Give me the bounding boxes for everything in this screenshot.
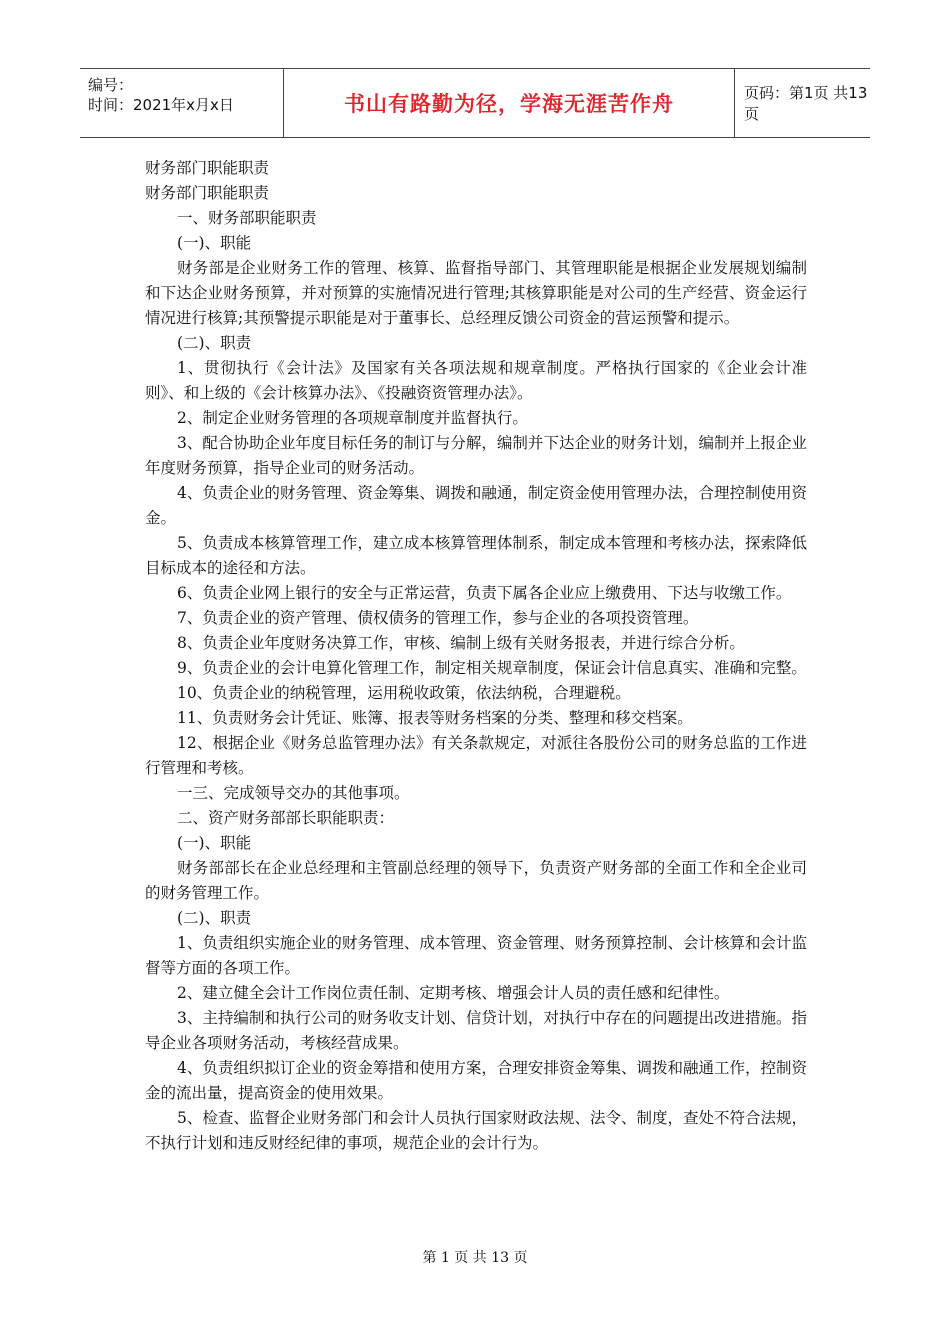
paragraph: 1、负责组织实施企业的财务管理、成本管理、资金管理、财务预算控制、会计核算和会计监督等方面的各项工作。: [145, 934, 807, 977]
page-footer: 第 1 页 共 13 页: [422, 1250, 528, 1266]
paragraph: (一)、职能: [177, 234, 252, 252]
paragraph: 二、资产财务部部长职能职责：: [177, 809, 395, 827]
paragraph: (一)、职能: [177, 834, 252, 852]
paragraph: 2、制定企业财务管理的各项规章制度并监督执行。: [177, 409, 528, 427]
document-number-label: 编号：: [88, 76, 134, 94]
paragraph: 8、负责企业年度财务决算工作，审核、编制上级有关财务报表，并进行综合分析。: [177, 634, 745, 652]
header-motto: 书山有路勤为径，学海无涯苦作舟: [344, 92, 674, 116]
paragraph: 12、根据企业《财务总监管理办法》有关条款规定，对派往各股份公司的财务总监的工作进行管理和考核。: [145, 734, 807, 777]
paragraph: 财务部门职能职责: [145, 184, 270, 202]
paragraph: 9、负责企业的会计电算化管理工作，制定相关规章制度，保证会计信息真实、准确和完整。: [177, 659, 807, 677]
paragraph: 财务部是企业财务工作的管理、核算、监督指导部门、其管理职能是根据企业发展规划编制和下达企业财务预算，并对预算的实施情况进行管理;其核算职能是对公司的生产经营、资金运行情况进行核算;其预警提示职能是对于董事长、总经理反馈公司资金的营运预警和提示。: [145, 259, 807, 327]
document-date-label: 时间：2021年x月x日: [88, 96, 234, 114]
paragraph: 6、负责企业网上银行的安全与正常运营，负责下属各企业应上缴费用、下达与收缴工作。: [177, 584, 792, 602]
paragraph: 10、负责企业的纳税管理，运用税收政策，依法纳税，合理避税。: [177, 684, 631, 702]
paragraph: 一三、完成领导交办的其他事项。: [177, 784, 410, 802]
paragraph: 3、配合协助企业年度目标任务的制订与分解，编制并下达企业的财务计划，编制并上报企业年度财务预算，指导企业司的财务活动。: [145, 434, 807, 477]
paragraph: 2、建立健全会计工作岗位责任制、定期考核、增强会计人员的责任感和纪律性。: [177, 984, 730, 1002]
page-header: [80, 68, 870, 138]
paragraph: 7、负责企业的资产管理、债权债务的管理工作，参与企业的各项投资管理。: [177, 609, 699, 627]
paragraph: 4、负责企业的财务管理、资金筹集、调拨和融通，制定资金使用管理办法，合理控制使用资金。: [145, 484, 807, 527]
paragraph: (二)、职责: [177, 334, 252, 352]
paragraph: 财务部门职能职责: [145, 159, 270, 177]
header-motto-cell: [283, 69, 735, 137]
paragraph: 财务部部长在企业总经理和主管副总经理的领导下，负责资产财务部的全面工作和全企业司的财务管理工作。: [145, 859, 807, 902]
paragraph: (二)、职责: [177, 909, 252, 927]
header-page-number: 页码：第1页 共13页: [744, 84, 868, 123]
paragraph: 5、检查、监督企业财务部门和会计人员执行国家财政法规、法令、制度，查处不符合法规，不执行计划和违反财经纪律的事项，规范企业的会计行为。: [145, 1109, 807, 1152]
paragraph: 11、负责财务会计凭证、账簿、报表等财务档案的分类、整理和移交档案。: [177, 709, 693, 727]
header-info: [88, 75, 278, 131]
document-body: [145, 156, 807, 1156]
paragraph: 4、负责组织拟订企业的资金筹措和使用方案，合理安排资金筹集、调拨和融通工作，控制资金的流出量，提高资金的使用效果。: [145, 1059, 807, 1102]
paragraph: 3、主持编制和执行公司的财务收支计划、信贷计划，对执行中存在的问题提出改进措施。指导企业各项财务活动，考核经营成果。: [145, 1009, 807, 1052]
paragraph: 一、财务部职能职责: [177, 209, 317, 227]
paragraph: 5、负责成本核算管理工作，建立成本核算管理体制系，制定成本管理和考核办法，探索降低目标成本的途径和方法。: [145, 534, 807, 577]
paragraph: 1、贯彻执行《会计法》及国家有关各项法规和规章制度。严格执行国家的《企业会计准则》、和上级的《会计核算办法》、《投融资资管理办法》。: [145, 359, 807, 402]
